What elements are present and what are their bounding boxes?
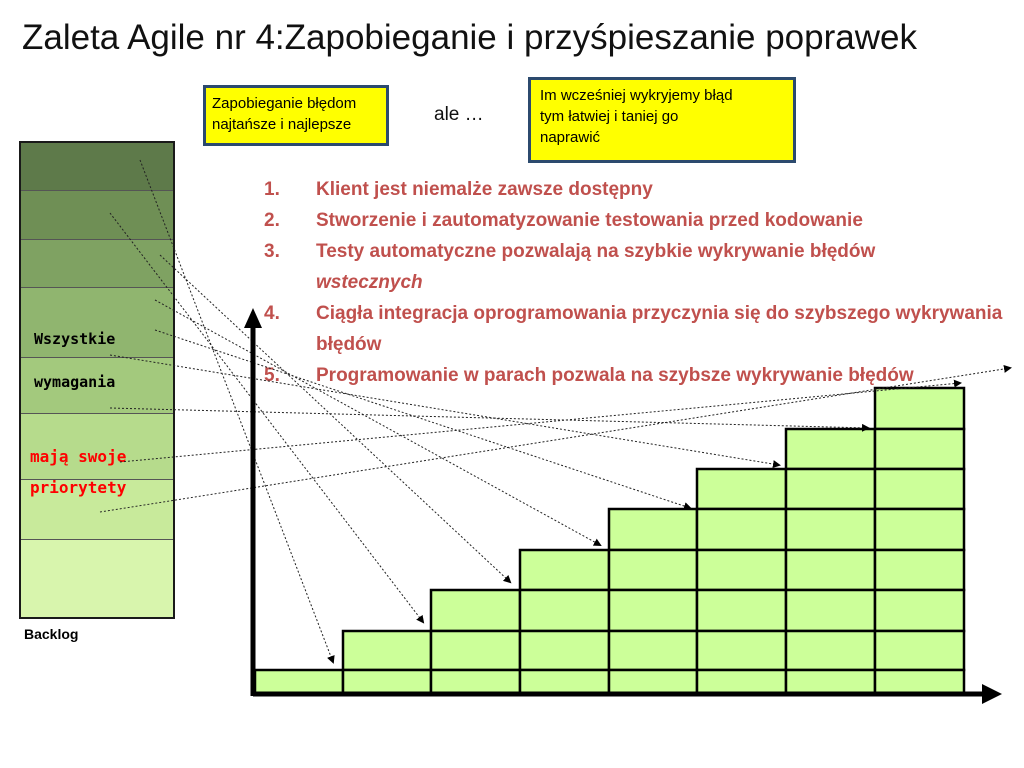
staircase-block [697, 469, 786, 509]
staircase-block [343, 631, 431, 670]
list-item-number: 2. [264, 210, 280, 231]
list-item-number: 3. [264, 241, 280, 262]
staircase-block [697, 509, 786, 550]
backlog-priority-line-2: priorytety [30, 478, 127, 497]
list-item-text: Stworzenie i zautomatyzowanie testowania przed kodowanie [316, 210, 863, 231]
staircase-block [875, 509, 964, 550]
staircase-block [875, 469, 964, 509]
early-detection-note-line-1: Im wcześniej wykryjemy błąd [540, 87, 733, 104]
list-item-number: 4. [264, 303, 280, 324]
staircase-block [431, 631, 520, 670]
staircase-block [786, 550, 875, 590]
dotted-arrow [155, 300, 600, 545]
dotted-arrow [155, 330, 690, 508]
staircase-block [697, 590, 786, 631]
prevention-note-line-1: Zapobieganie błędom [212, 95, 357, 112]
staircase-block [255, 670, 343, 694]
list-item-italic-text: wstecznych [316, 272, 423, 293]
staircase-block [609, 670, 697, 694]
y-axis-arrowhead [244, 308, 262, 328]
list-item-number: 1. [264, 179, 280, 200]
list-item-text: Klient jest niemalże zawsze dostępny [316, 179, 653, 200]
dotted-arrow [110, 213, 423, 622]
dotted-arrow [110, 408, 868, 428]
staircase-block [609, 631, 697, 670]
early-detection-note-line-2: tym łatwiej i taniej go [540, 108, 679, 125]
staircase-block [343, 670, 431, 694]
staircase-block [875, 550, 964, 590]
staircase-block [609, 590, 697, 631]
staircase-block [431, 670, 520, 694]
staircase-block [609, 509, 697, 550]
staircase-block [697, 631, 786, 670]
staircase-block [520, 670, 609, 694]
connector-text: ale … [434, 104, 484, 125]
early-detection-note-line-3: naprawić [540, 129, 601, 146]
staircase-block [786, 670, 875, 694]
staircase-block [786, 429, 875, 469]
list-item-number: 5. [264, 365, 280, 386]
backlog-priority-line-1: mają swoje [30, 447, 127, 466]
backlog-label: Backlog [24, 626, 79, 642]
slide-title: Zaleta Agile nr 4:Zapobieganie i przyśpieszanie poprawek [22, 18, 917, 57]
staircase-block [520, 590, 609, 631]
staircase-block [786, 631, 875, 670]
backlog-text-line-2: wymagania [34, 373, 116, 391]
staircase-block [697, 550, 786, 590]
dotted-arrow [110, 355, 779, 465]
staircase-block [786, 590, 875, 631]
dotted-arrow [160, 255, 510, 582]
staircase-block [875, 631, 964, 670]
staircase-block [609, 550, 697, 590]
staircase-block [875, 388, 964, 429]
staircase-block [786, 469, 875, 509]
list-item-text: Programowanie w parach pozwala na szybsze wykrywanie błędów [316, 365, 914, 386]
staircase-block [875, 670, 964, 694]
dotted-arrow [140, 160, 333, 662]
staircase-block [520, 631, 609, 670]
list-item-text: Testy automatyczne pozwalają na szybkie wykrywanie błędów [316, 241, 876, 262]
staircase-block [520, 550, 609, 590]
staircase-block [786, 509, 875, 550]
staircase-block [875, 429, 964, 469]
backlog-text-line-1: Wszystkie [34, 330, 116, 348]
staircase-block [875, 590, 964, 631]
staircase-block [697, 670, 786, 694]
prevention-note-line-2: najtańsze i najlepsze [212, 116, 352, 133]
staircase-block [431, 590, 520, 631]
x-axis-arrowhead [982, 684, 1002, 704]
list-item-text: Ciągła integracja oprogramowania przyczynia się do szybszego wykrywania błędów [316, 303, 1003, 355]
